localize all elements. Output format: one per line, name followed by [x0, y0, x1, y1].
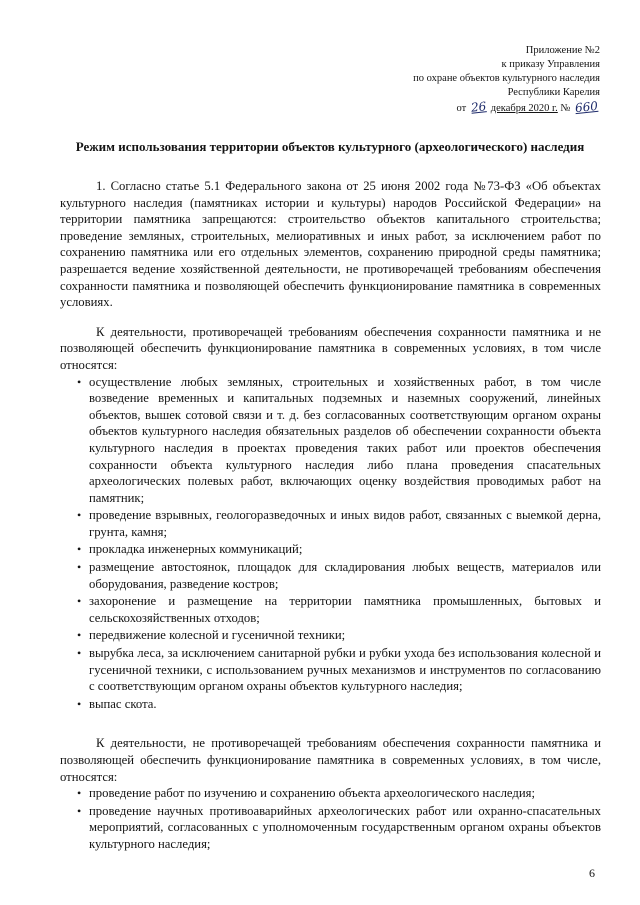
order-date-line	[280, 100, 600, 116]
permitted-activities-list	[60, 785, 601, 852]
bullet-icon: •	[77, 542, 82, 557]
bullet-icon: •	[77, 508, 82, 523]
list-item-text: размещение автостоянок, площадок для складирования любых веществ, материалов или оборудования, разведение костров;	[89, 560, 601, 591]
bullet-icon: •	[77, 374, 82, 389]
appendix-line-2: к приказу Управления	[501, 59, 600, 70]
page-number: 6	[589, 866, 595, 880]
document-body	[60, 178, 601, 854]
paragraph-2: К деятельности, противоречащей требованиям обеспечения сохранности памятника и не позволяющей обеспечить функционирование памятника в современных условиях, в том числе относятся:	[60, 324, 601, 372]
list-item-text: проведение научных противоаварийных археологических работ или охранно-спасательных мероприятий, согласованных с уполномоченным государственным органом охраны объектов культурного наследия;	[89, 803, 601, 851]
list-item	[60, 507, 601, 540]
list-item	[60, 559, 601, 592]
date-month-year: декабря 2020 г.	[490, 103, 558, 114]
document-title: Режим использования территории объектов культурного (археологического) наследия	[75, 139, 585, 154]
list-item	[60, 541, 601, 558]
bullet-icon: •	[77, 628, 82, 643]
list-item	[60, 785, 601, 802]
list-item	[60, 645, 601, 695]
list-item	[60, 593, 601, 626]
date-prefix: от	[456, 103, 467, 114]
bullet-icon: •	[77, 560, 82, 575]
list-item	[60, 374, 601, 507]
appendix-line-1: Приложение №2	[525, 45, 600, 56]
bullet-icon: •	[77, 646, 82, 661]
bullet-icon: •	[77, 803, 82, 818]
spacer	[60, 311, 601, 324]
bullet-icon: •	[77, 786, 82, 801]
appendix-header	[280, 44, 600, 116]
list-item	[60, 627, 601, 644]
paragraph-3: К деятельности, не противоречащей требованиям обеспечения сохранности памятника и позволяющей обеспечить функционирование памятника в современных условиях, в том числе, относятся:	[60, 736, 601, 784]
list-item-text: выпас скота.	[89, 696, 157, 711]
bullet-icon: •	[77, 594, 82, 609]
appendix-line-4: Республики Карелия	[507, 87, 600, 98]
list-item	[60, 696, 601, 713]
list-item-text: захоронение и размещение на территории памятника промышленных, бытовых и сельскохозяйственных отходов;	[89, 594, 601, 625]
list-item-text: проведение взрывных, геологоразведочных и иных видов работ, связанных с выемкой дерна, грунта, камня;	[89, 508, 601, 539]
bullet-icon: •	[77, 696, 82, 711]
list-item-text: передвижение колесной и гусеничной техники;	[89, 628, 346, 643]
number-prefix: №	[560, 103, 571, 114]
handwritten-day: 26	[470, 99, 487, 115]
list-item-text: прокладка инженерных коммуникаций;	[89, 542, 303, 557]
list-item-text: осуществление любых земляных, строительных и хозяйственных работ, в том числе возведение временных и капитальных подземных и наземных сооружений, линейных объектов, вышек сотовой связи и т. д. без согласованных соответствующим органом охраны объектов культурного наследия обязательных разделов об обеспечении сохранности объекта культурного наследия в проектах проведения таких работ или проектов обеспечения сохранности объекта культурного наследия либо плана проведения спасательных археологических полевых работ, включающих оценку воздействия проводимых работ на памятник;	[89, 374, 601, 505]
list-item	[60, 803, 601, 853]
paragraph-1: 1. Согласно статье 5.1 Федерального закона от 25 июня 2002 года №73-ФЗ «Об объектах культурного наследия (памятниках истории и культуры) народов Российской Федерации» на территории памятника запрещаются: строительство объектов капитального строительства; проведение земляных, строительных, мелиоративных и иных работ, за исключением работ по сохранению памятника или его отдельных элементов, сохранению природной среды памятника; разрешается ведение хозяйственной деятельности, не противоречащей требованиям обеспечения сохранности памятника и позволяющей обеспечить функционирование памятника в современных условиях.	[60, 179, 601, 310]
prohibited-activities-list	[60, 374, 601, 713]
handwritten-order-number: 660	[574, 98, 599, 116]
list-item-text: вырубка леса, за исключением санитарной рубки и рубки ухода без использования колесной и гусеничной техники, с использованием ручных механизмов и инструментов по согласованию с соответствующим органом охраны объектов культурного наследия;	[89, 646, 601, 694]
appendix-line-3: по охране объектов культурного наследия	[413, 73, 600, 84]
list-item-text: проведение работ по изучению и сохранению объекта археологического наследия;	[89, 786, 535, 801]
spacer	[60, 713, 601, 735]
